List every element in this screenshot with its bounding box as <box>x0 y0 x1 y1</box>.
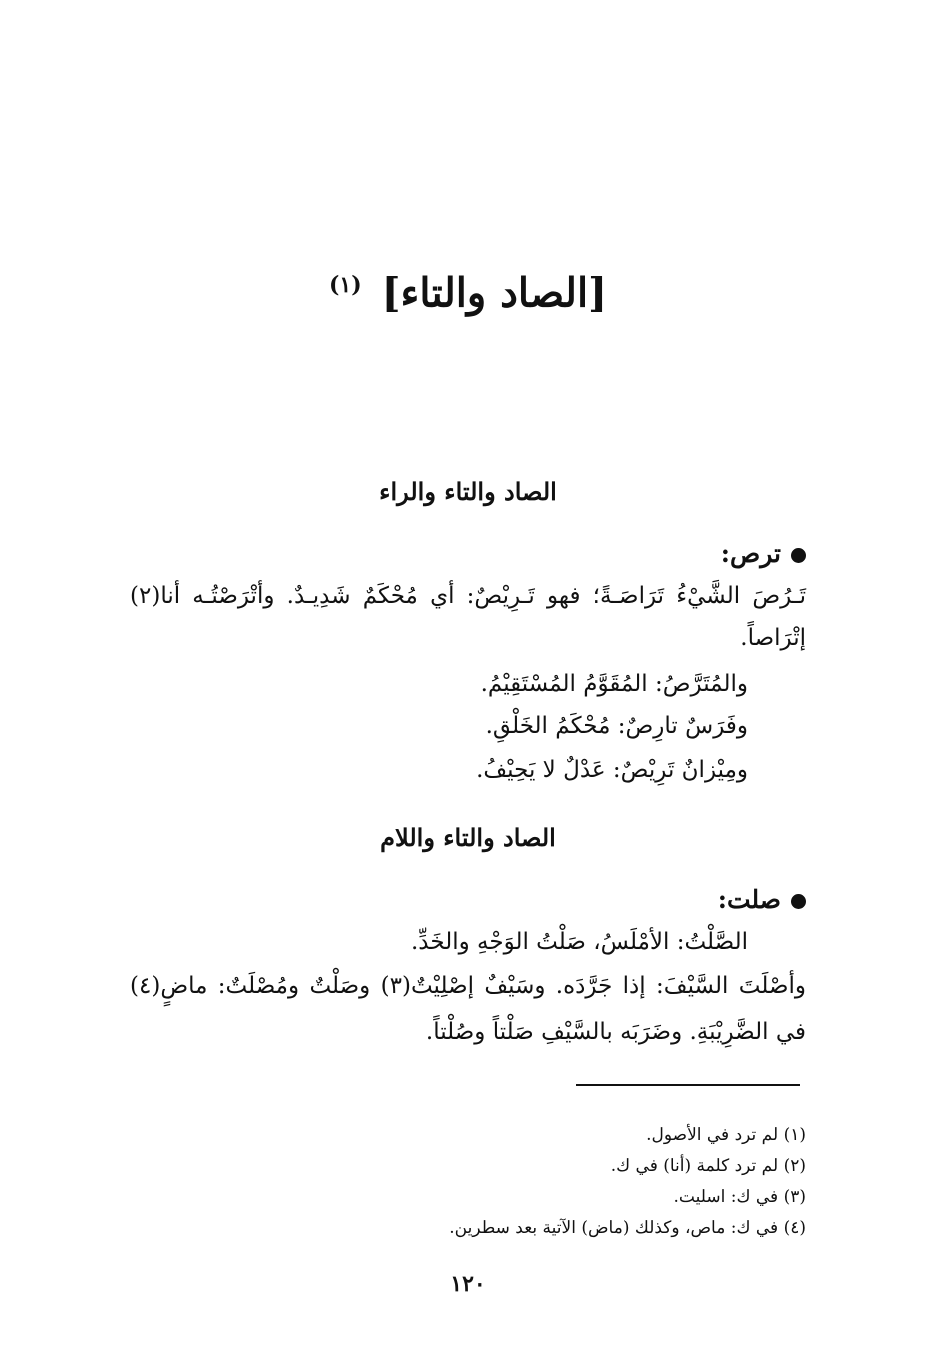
section-title-tars: الصاد والتاء والراء <box>379 477 557 506</box>
entry-line: الصَّلْتُ: الأمْلَسُ، صَلْتُ الوَجْهِ والخَدِّ. <box>410 929 748 955</box>
bullet-icon <box>791 894 806 909</box>
entry-line: في الضَّرِيْبَةِ. وضَرَبَه بالسَّيْفِ صَلْتاً وصُلْتاً. <box>425 1019 806 1045</box>
footnote-divider <box>576 1084 800 1086</box>
footnote: (٣) في ك: اسليت. <box>673 1187 806 1207</box>
entry-line: وفَرَسٌ تارِصٌ: مُحْكَمُ الخَلْقِ. <box>485 713 748 739</box>
chapter-title-text: [الصاد والتاء] <box>381 269 608 317</box>
entry-line: ومِيْزانٌ تَرِيْصٌ: عَدْلٌ لا يَحِيْفُ. <box>476 757 748 783</box>
entry-line: والمُتَرَّصُ: المُقَوَّمُ المُسْتَقِيْمُ. <box>480 671 748 697</box>
footnote: (١) لم ترد في الأصول. <box>646 1125 806 1145</box>
section-title-salt: الصاد والتاء واللام <box>380 823 556 852</box>
entry-line: وأصْلَتَ السَّيْفَ: إذا جَرَّدَه. وسَيْفٌ إصْلِيْتٌ(٣) وصَلْتٌ ومُصْلَتٌ: ماضٍ(٤) <box>130 973 807 999</box>
entry-head-tars <box>721 534 806 574</box>
entry-head-label: ترص: <box>720 539 781 568</box>
entry-line: إتْرَاصاً. <box>740 625 806 651</box>
entry-head-label: صلت: <box>717 885 781 914</box>
footnote: (٢) لم ترد كلمة (أنا) في ك. <box>610 1156 806 1176</box>
footnote: (٤) في ك: ماص، وكذلك (ماض) الآتية بعد سطرين. <box>449 1218 806 1238</box>
bullet-icon <box>791 548 806 563</box>
chapter-title <box>0 255 936 323</box>
entry-line: تَـرُصَ الشَّيْءُ تَرَاصَـةً؛ فهو تَـرِيْصٌ: أي مُحْكَمٌ شَدِيـدٌ. وأتْرَصْتُـه أنا(٢) <box>130 583 806 609</box>
chapter-footnote-ref: (١) <box>328 272 362 298</box>
entry-head-salt <box>718 880 806 920</box>
page-number: ١٢٠ <box>450 1271 486 1297</box>
